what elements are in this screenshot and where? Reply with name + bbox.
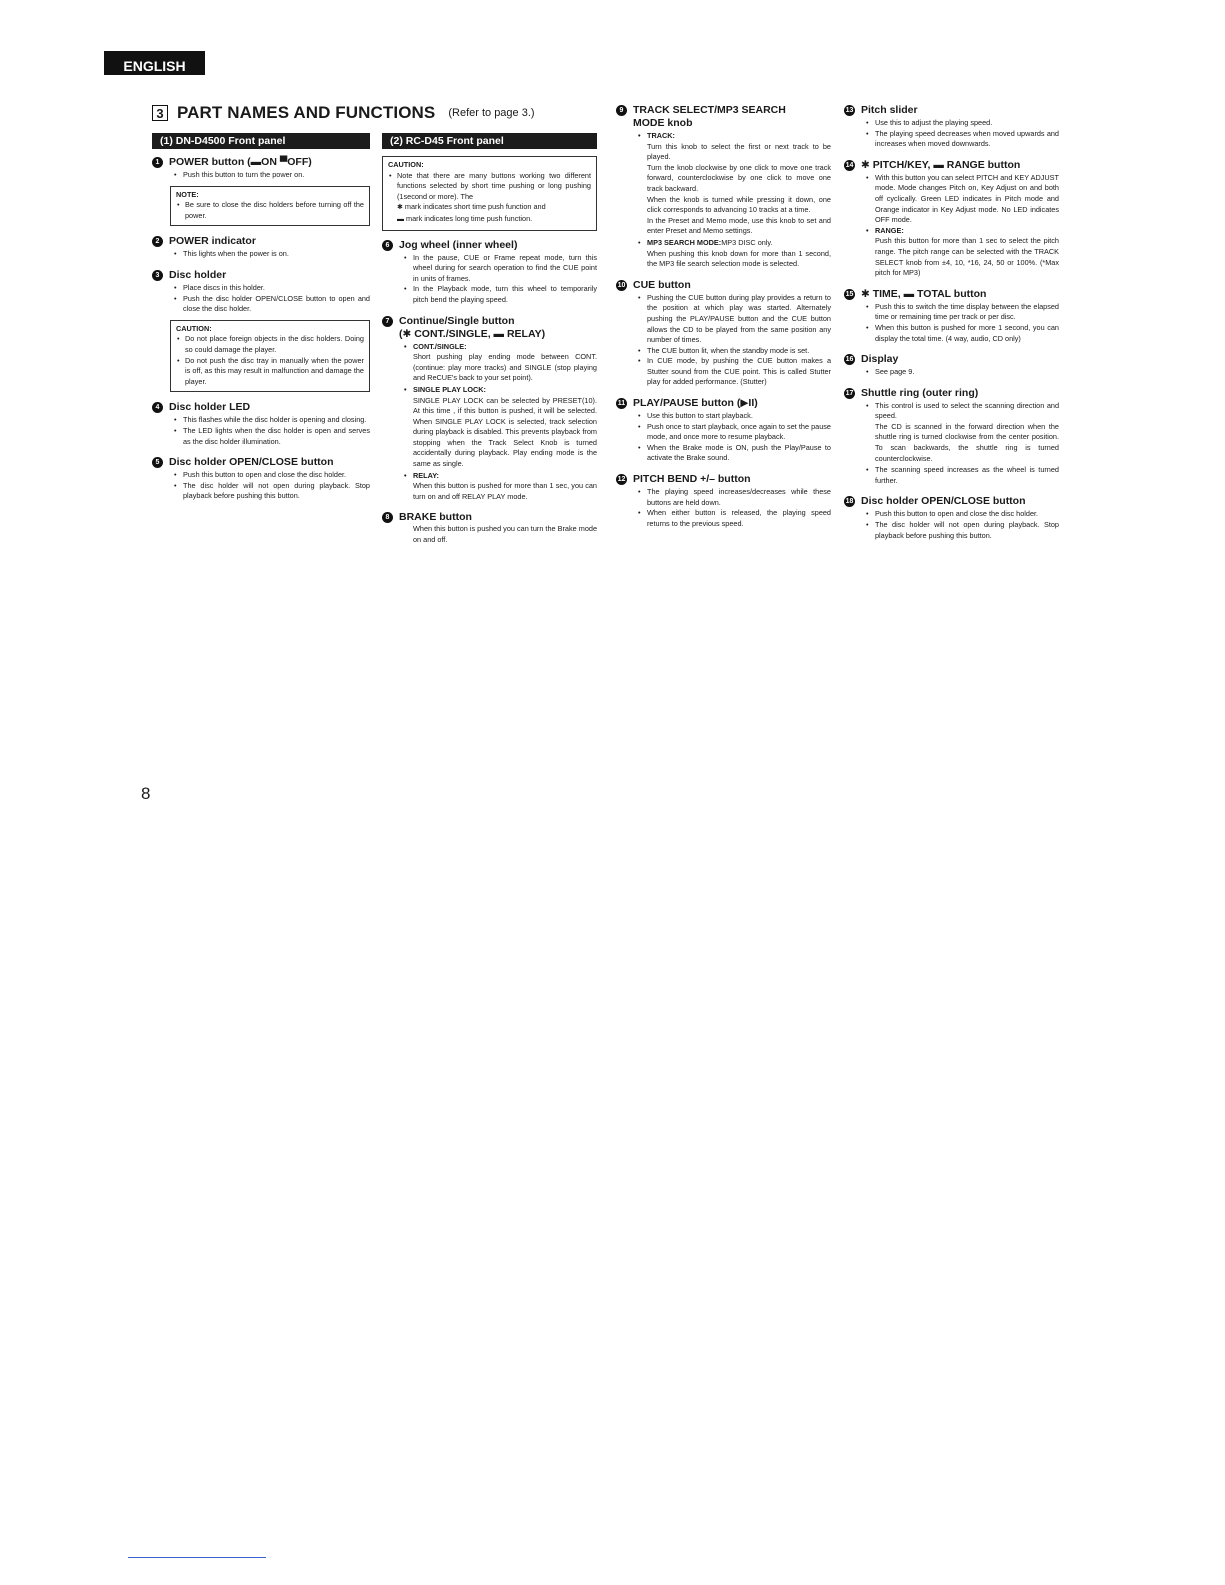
bullet-text: • The playing speed decreases when moved upwards and increases when moved downwards. [866,129,1059,150]
panel-heading-dn-d4500: (1) DN-D4500 Front panel [152,133,370,149]
item-title: ✱ PITCH/KEY, ▬ RANGE button [861,158,1021,171]
bullet-text: • Push this button to turn the power on. [174,170,370,181]
caution-text-short: mark indicates short time push function and [404,202,546,212]
item-shuttle-ring [844,387,1059,487]
bullet-text: • This flashes while the disc holder is opening and closing. [174,415,370,426]
bullet-text: • The scanning speed increases as the wheel is turned further. [866,465,1059,486]
item-number: 8 [382,512,393,523]
sub-text: When this button is pushed for more than 1 sec, you can turn on and off RELAY PLAY mode. [413,481,597,501]
caution-text: • Do not push the disc tray in manually when the power is off, as this may result in malfunction and damage the player. [176,356,364,388]
sub-label-suffix: MP3 DISC only. [721,237,773,247]
item-display [844,353,1059,378]
item-power-indicator [152,235,370,260]
bullet-text: • This control is used to select the scanning direction and speed. [866,401,1059,422]
item-title: BRAKE button [399,511,472,524]
item-title: Continue/Single button [399,314,515,327]
item-title: Disc holder [169,268,227,281]
note-box [170,186,370,227]
column-four [844,104,1059,550]
sub-text: When this button is pushed you can turn the Brake mode on and off. [413,524,597,545]
item-brake-button [382,511,597,545]
bullet-text: • Push this to switch the time display between the elapsed time or remaining time per track or per disc. [866,302,1059,323]
column-dn-d4500 [152,133,370,511]
sub-text: Turn this knob to select the first or next track to be played. [647,141,831,162]
bullet-text: • When either button is released, the playing speed returns to the previous speed. [638,508,831,529]
item-title: TRACK SELECT/MP3 SEARCH [633,104,786,116]
sub-label: • RELAY: [404,471,597,482]
item-jog-wheel [382,239,597,306]
item-number: 1 [152,157,163,168]
item-number: 7 [382,316,393,327]
section-reference: (Refer to page 3.) [448,107,535,119]
item-track-select-knob [616,104,831,270]
item-number: 6 [382,240,393,251]
bullet-text: • The LED lights when the disc holder is open and serves as the disc holder illumination. [174,426,370,447]
footer-divider [128,1557,266,1558]
item-title: Disc holder OPEN/CLOSE button [169,456,334,469]
item-disc-holder [152,269,370,392]
item-pitch-slider [844,104,1059,150]
caution-text-long: mark indicates long time push function. [406,213,533,223]
item-number: 12 [617,476,626,484]
item-time-total-button [844,288,1059,344]
column-three [616,104,831,538]
bullet-text: • When this button is pushed for more 1 second, you can display the total time. (4 way, audio, CD only) [866,323,1059,344]
item-cue-button [616,279,831,388]
bullet-text: • With this button you can select PITCH and KEY ADJUST mode. Mode changes Pitch on, Key Adjust on and both off cyclically. Green LED indicates in Pitch mode and Orange indicator in Key Adjust mode. No LED indicates OFF mode. [866,173,1059,226]
item-pitch-key-button [844,159,1059,279]
short-push-mark-icon: ✱ [397,204,403,212]
sub-text: Short pushing play ending mode between CONT. (continue: play more tracks) and SINGLE (stop playing and ReCUE's back to your set point). [413,352,597,383]
sub-text: Turn the knob clockwise by one click to move one track forward, counterclockwise by one click to move one track backward. [647,162,831,193]
sub-label: MP3 SEARCH MODE: [647,237,722,247]
sub-text: The CD is scanned in the forward direction when the shuttle ring is turned clockwise from the center position. To scan backwards, the shuttle ring is turned counterclockwise. [875,421,1059,463]
sub-label: • RANGE: [866,226,1059,237]
bullet-text: • Pushing the CUE button during play provides a return to the position at which play was started. Alternately pushing the PLAY/PAUSE button and the CUE button allows the CD to be played from the same position any number of times. [638,293,831,346]
item-number: 5 [152,457,163,468]
bullet-text: • This lights when the power is on. [174,249,370,260]
section-number: 3 [152,105,168,121]
sub-label: • CONT./SINGLE: [404,342,597,353]
item-number: 18 [845,498,854,506]
item-title: Disc holder OPEN/CLOSE button [861,495,1026,508]
bullet-text: • In the pause, CUE or Frame repeat mode, turn this wheel during for search operation to find the CUE point in units of frames. [404,253,597,285]
caution-box [170,320,370,393]
caution-text [388,171,591,226]
caution-box [382,156,597,231]
sub-text: SINGLE PLAY LOCK can be selected by PRESET(10). At this time , if this button is pushed, it will be selected. When SINGLE PLAY LOCK is selected, track selection during playback is disabled. This prevents playback from stopping when the Track Select Knob is turned accidentally during playback. Play ending mode is the same as single. [413,395,597,469]
caution-title: CAUTION: [388,160,424,169]
item-number: 14 [845,161,854,169]
bullet-text: • Push this button to open and close the disc holder. [174,470,370,481]
item-subtitle: (✱ CONT./SINGLE, ▬ RELAY) [399,327,546,340]
item-open-close-button-remote [844,495,1059,541]
item-title: Display [861,353,899,366]
item-number: 9 [616,105,627,116]
long-push-mark-icon: ▬ [397,215,404,223]
bullet-text: • See page 9. [866,367,1059,378]
bullet-text: • In the Playback mode, turn this wheel to temporarily pitch bend the playing speed. [404,284,597,305]
bullet-text: • Push the disc holder OPEN/CLOSE button to open and close the disc holder. [174,294,370,315]
sub-text: In the Preset and Memo mode, use this knob to set and enter Preset and Memo settings. [647,215,831,236]
bullet-text: • Push this button to open and close the disc holder. [866,509,1059,520]
item-title: Jog wheel (inner wheel) [399,238,518,251]
item-number: 2 [152,236,163,247]
note-text: • Be sure to close the disc holders before turning off the power. [176,200,364,221]
item-number: 10 [617,281,626,289]
bullet-text: • The disc holder will not open during playback. Stop playback before pushing this button. [174,481,370,502]
sub-text: When pushing this knob down for more than 1 second, the MP3 file search selection mode is selected. [647,248,831,269]
sub-label-line [638,238,831,249]
bullet-text: • Place discs in this holder. [174,283,370,294]
item-title: PITCH BEND +/– button [633,473,751,486]
panel-heading-rc-d45: (2) RC-D45 Front panel [382,133,597,149]
bullet-text: • Use this to adjust the playing speed. [866,118,1059,129]
item-power-button [152,156,370,226]
item-play-pause-button [616,397,831,464]
caution-title: CAUTION: [176,323,212,333]
bullet-text: • Push once to start playback, once again to set the pause mode, and once more to resume playback. [638,422,831,443]
sub-text: When the knob is turned while pressing it down, one click corresponds to advancing 10 tracks at a time. [647,194,831,215]
item-number: 13 [845,107,854,114]
item-title: Pitch slider [861,104,918,116]
item-title-line2: MODE knob [633,117,693,129]
item-pitch-bend-button [616,473,831,529]
language-tab: ENGLISH [104,51,205,75]
bullet-text: • Use this button to start playback. [638,411,831,422]
column-rc-d45 [382,133,597,555]
item-title: ✱ TIME, ▬ TOTAL button [861,287,987,300]
item-continue-single-button [382,315,597,503]
item-title: CUE button [633,278,691,291]
item-number: 15 [845,290,854,298]
sub-text: Push this button for more than 1 sec to select the pitch range. The pitch range can be selected with the TRACK SELECT knob from ±4, 10, *16, 24, 50 or 100%. (*Max pitch for MP3) [875,236,1059,278]
item-number: 11 [617,400,626,408]
bullet-text: • The playing speed increases/decreases while these buttons are held down. [638,487,831,508]
caution-text: • Do not place foreign objects in the disc holders. Doing so could damage the player. [176,334,364,355]
item-title: POWER button (▬ON ▀OFF) [169,156,312,168]
item-number: 3 [152,270,163,281]
bullet-text: • The CUE button lit, when the standby mode is set. [638,346,831,357]
bullet-text: • The disc holder will not open during playback. Stop playback before pushing this button. [866,520,1059,541]
sub-label: • TRACK: [638,131,831,142]
item-disc-holder-led [152,401,370,447]
item-open-close-button [152,456,370,502]
caution-text-main: Note that there are many buttons working two different functions selected by short time pushing or long pushing (1second or more). The [397,170,591,201]
bullet-text: • When the Brake mode is ON, push the Play/Pause to activate the Brake sound. [638,443,831,464]
item-number: 17 [845,389,854,397]
section-title [152,103,535,123]
bullet-text: • In CUE mode, by pushing the CUE button makes a Stutter sound from the CUE point. This is called Stutter play for added performance. (Stutter) [638,356,831,388]
page-number: 8 [141,784,151,803]
item-number: 16 [845,356,854,364]
item-title: Shuttle ring (outer ring) [861,386,979,399]
item-title: Disc holder LED [169,401,251,414]
item-number: 4 [152,402,163,413]
item-title: PLAY/PAUSE button (▶II) [633,397,758,410]
section-heading: PART NAMES AND FUNCTIONS [177,103,436,122]
item-title: POWER indicator [169,235,256,248]
sub-label: • SINGLE PLAY LOCK: [404,385,597,396]
note-title: NOTE: [176,189,199,199]
